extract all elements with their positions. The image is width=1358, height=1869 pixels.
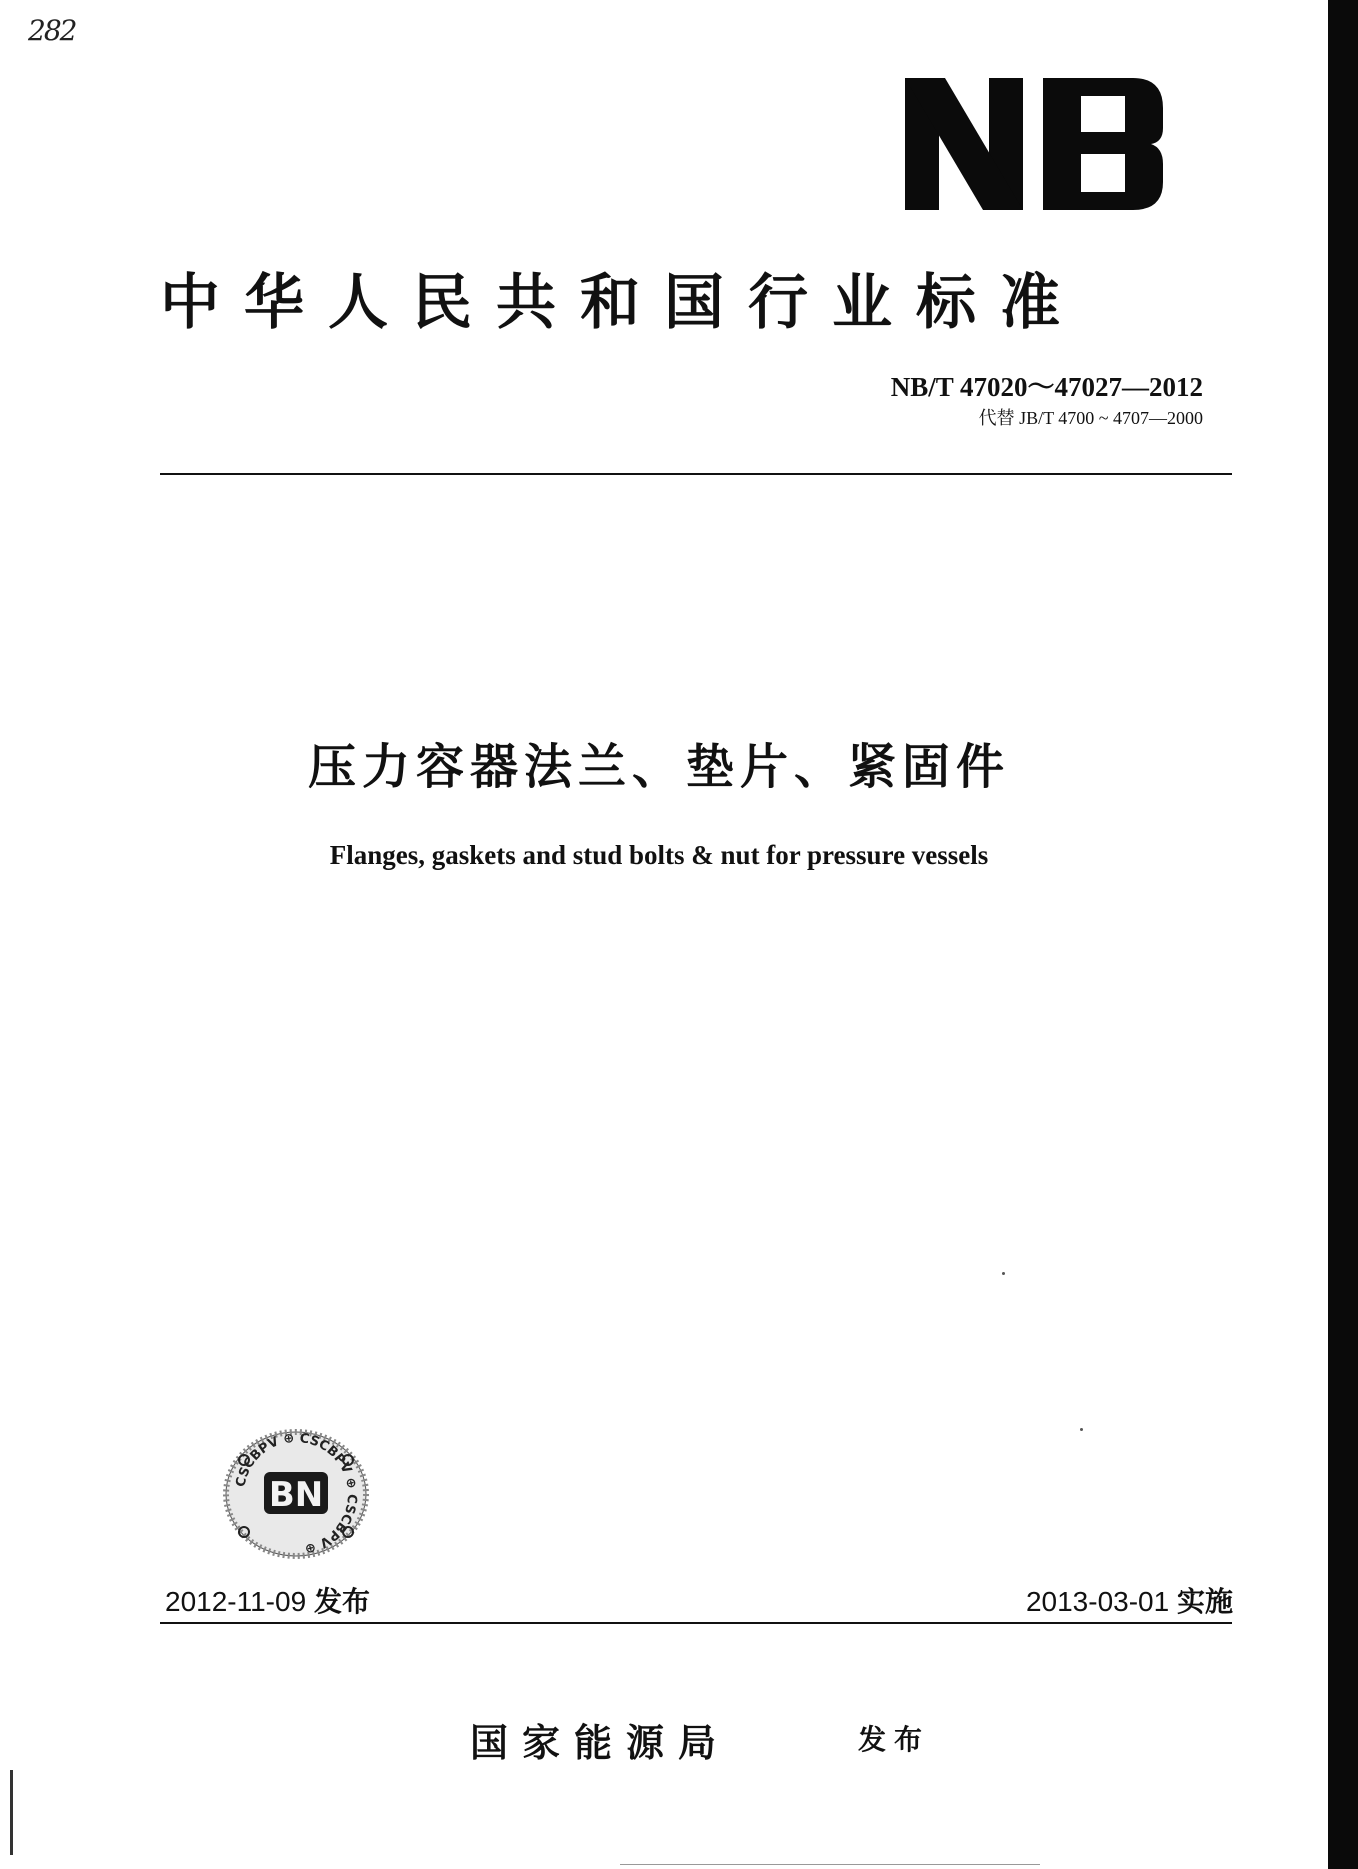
- cscbpv-seal-icon: [220, 1428, 372, 1560]
- implementation-date: [1026, 1580, 1233, 1620]
- svg-text:BN: BN: [268, 1475, 324, 1515]
- issue-date-value: 2012-11-09: [165, 1586, 307, 1617]
- publisher-name: 国家能源局: [470, 1720, 731, 1765]
- english-title-text: Flanges, gaskets and stud bolts & nut for pressure vessels: [329, 840, 989, 870]
- english-title: [0, 840, 1358, 871]
- implementation-date-label: 实施: [1176, 1585, 1233, 1618]
- svg-text:CSCBPV ⊕ CSCBPV ⊕ CSCBPV ⊕: CSCBPV ⊕ CSCBPV ⊕ CSCBPV ⊕: [233, 1430, 360, 1557]
- implementation-date-value: 2013-03-01: [1025, 1586, 1170, 1617]
- chinese-title-text: 压力容器法兰、垫片、紧固件: [307, 739, 1010, 795]
- nb-logo-icon: [905, 78, 1165, 210]
- issue-date-label: 发布: [313, 1585, 370, 1618]
- scan-speck: [1080, 1428, 1083, 1431]
- handwritten-page-mark: 282: [28, 14, 76, 47]
- scan-bottom-edge: [620, 1864, 1040, 1865]
- standard-replaces: 代替 JB/T 4700 ~ 4707—2000: [978, 408, 1203, 428]
- issue-date: [165, 1580, 370, 1620]
- scan-speck: [1002, 1272, 1005, 1275]
- national-standard-header: 中华人民共和国行业标准: [160, 268, 1084, 338]
- scan-margin-mark: [10, 1770, 13, 1855]
- top-divider-rule: [160, 473, 1232, 475]
- chinese-title: [0, 728, 1358, 797]
- scan-right-edge: [1328, 0, 1358, 1869]
- publisher-suffix: 发布: [858, 1723, 931, 1756]
- bottom-divider-rule: [160, 1622, 1232, 1624]
- standard-number: NB/T 47020～47027—2012: [890, 372, 1203, 402]
